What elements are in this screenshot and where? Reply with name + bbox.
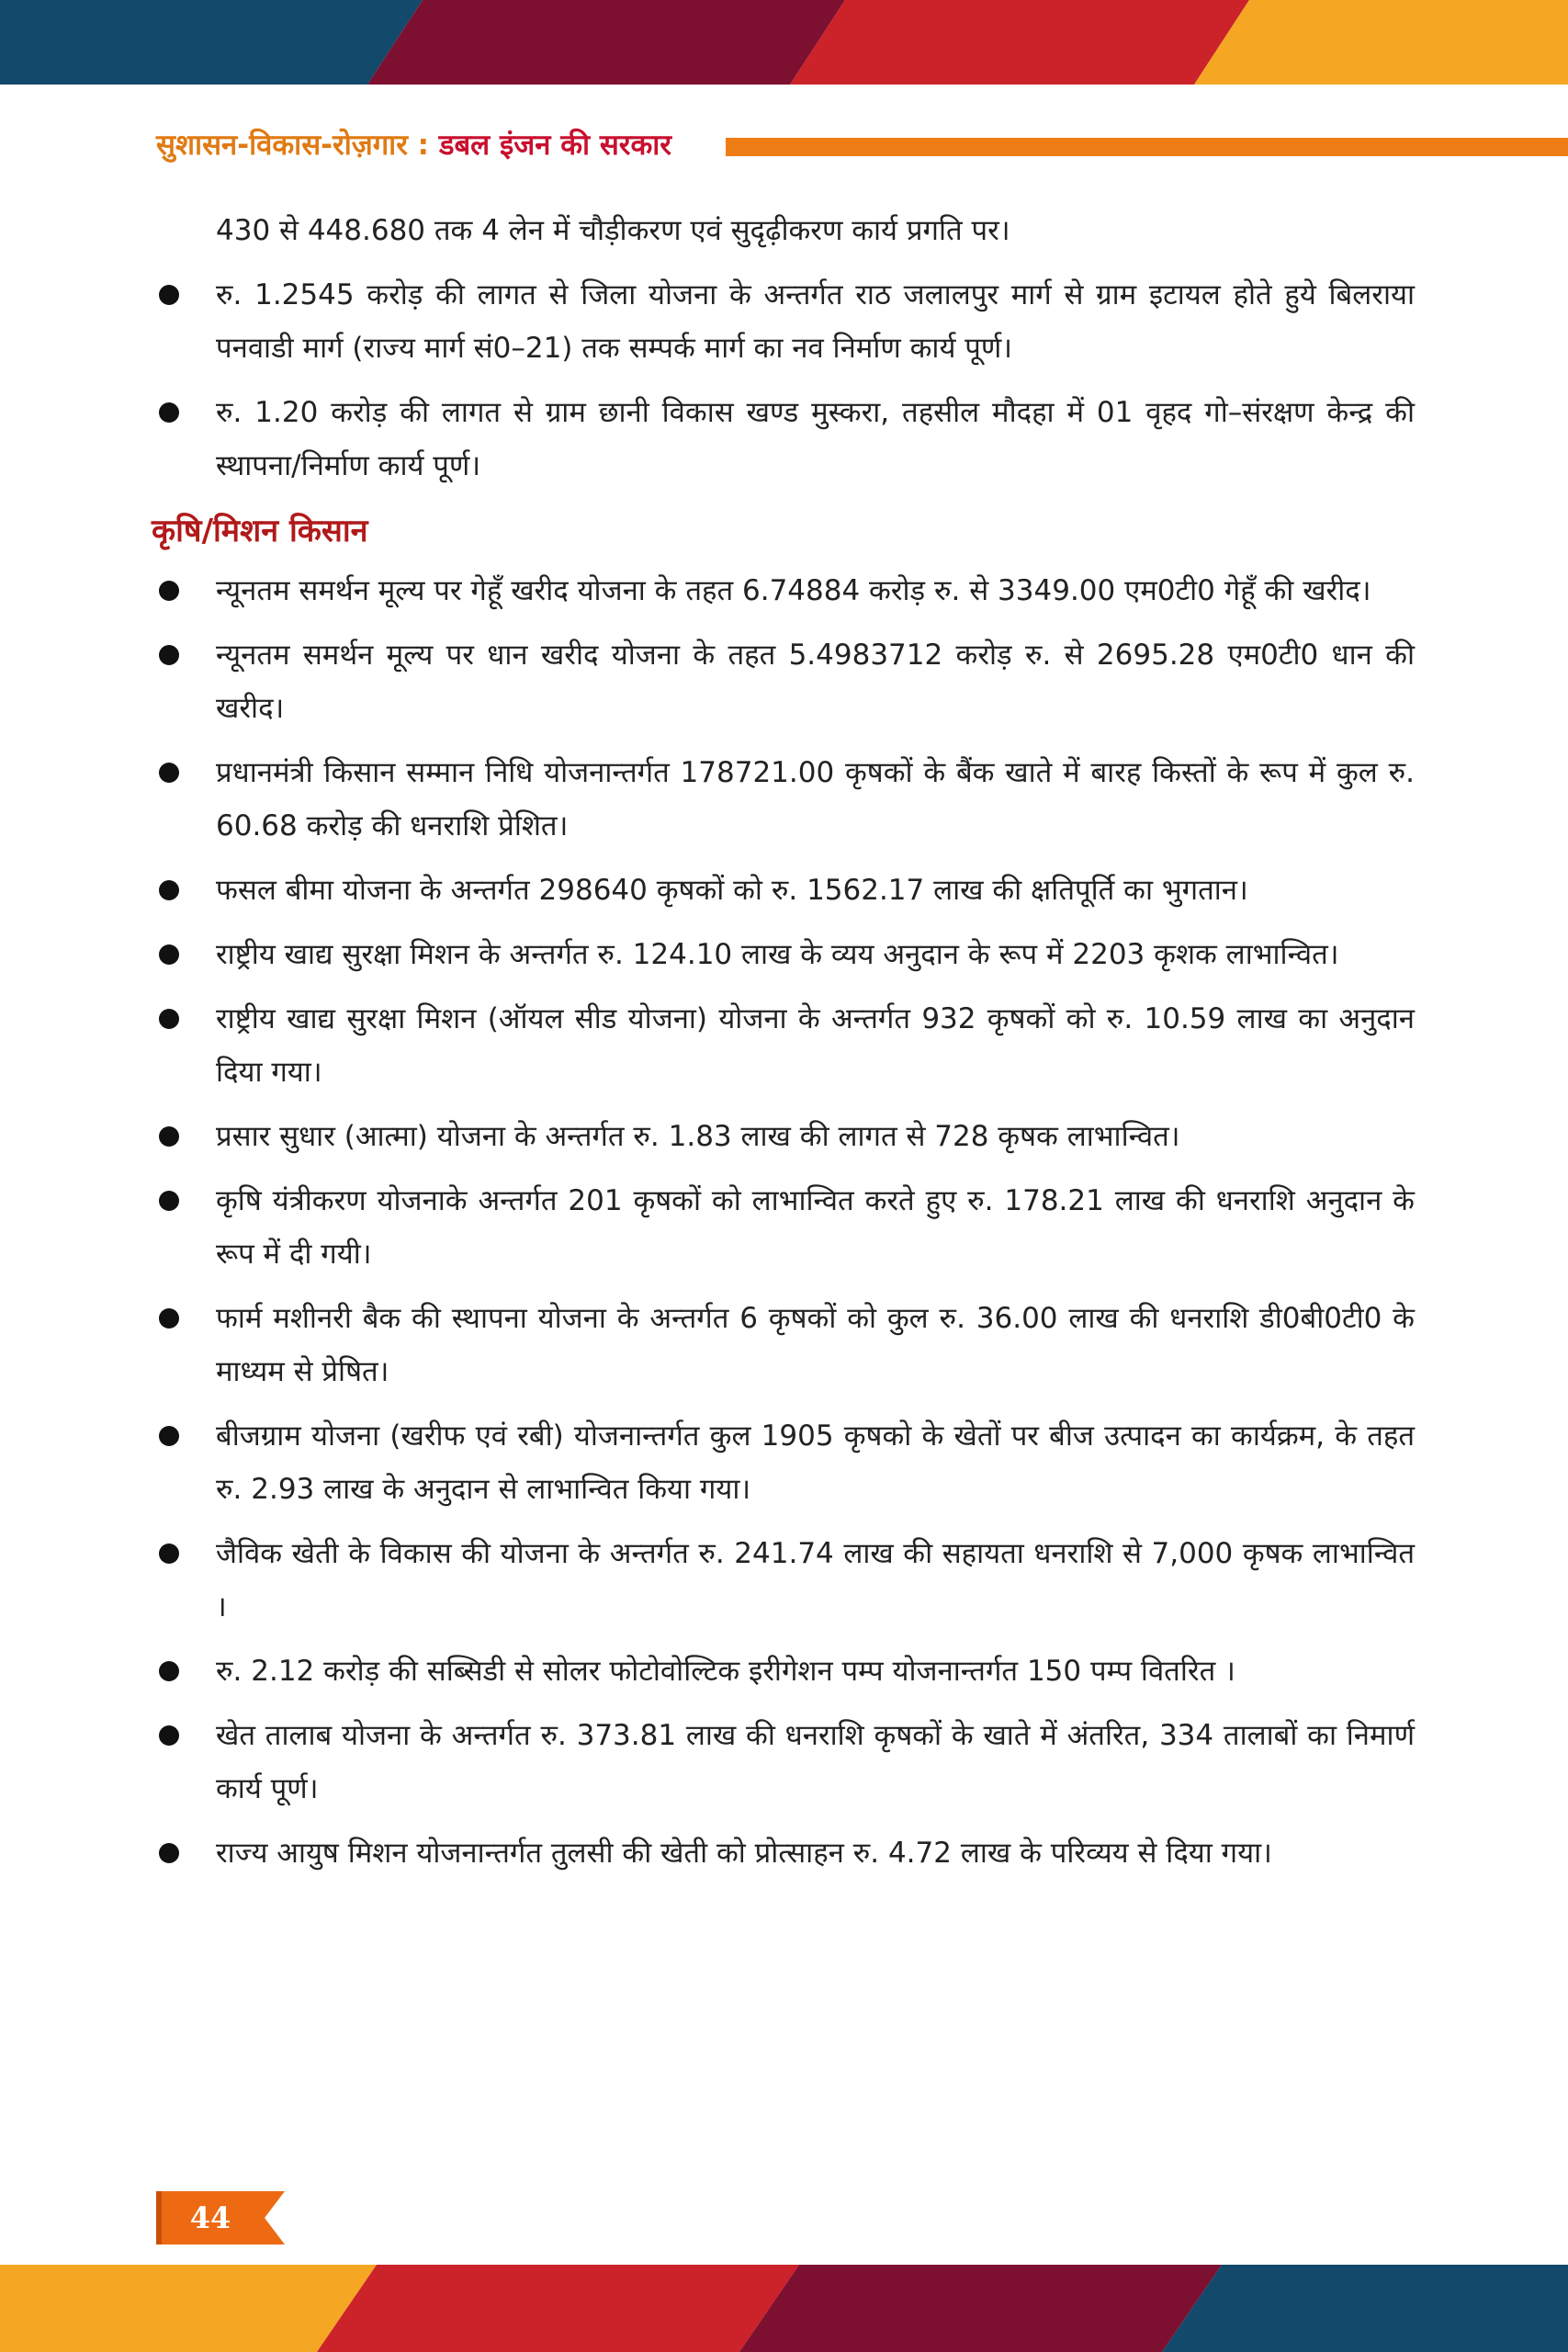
bullet-icon	[159, 402, 179, 423]
list-item-text: न्यूनतम समर्थन मूल्य पर गेहूँ खरीद योजना के तहत 6.74884 करोड़ रु. से 3349.00 एम0टी0 गेहूँ की खरीद।	[216, 574, 1371, 607]
list-item	[152, 1409, 1415, 1516]
list-item	[152, 386, 1415, 492]
list-item	[152, 1110, 1415, 1163]
bullet-list-top	[152, 268, 1419, 492]
header-title-part1: सुशासन-विकास-रोज़गार :	[156, 129, 439, 162]
bullet-icon	[159, 645, 179, 665]
list-item	[152, 1709, 1415, 1815]
section-heading: कृषि/मिशन किसान	[152, 513, 368, 549]
bullet-icon	[159, 1191, 179, 1211]
bullet-icon	[159, 1126, 179, 1147]
list-item	[152, 992, 1415, 1099]
page-content	[152, 204, 1419, 1880]
list-item-text: प्रधानमंत्री किसान सम्मान निधि योजनान्तर्गत 178721.00 कृषकों के बैंक खाते में बारह किस्तों के रूप में कुल रु. 60.68 करोड़ की धनराशि प्रेशित।	[216, 756, 1415, 842]
header-title	[156, 127, 671, 164]
bullet-icon	[159, 944, 179, 965]
top-color-band	[0, 0, 1568, 85]
list-item	[152, 746, 1415, 853]
list-item-text: न्यूनतम समर्थन मूल्य पर धान खरीद योजना के तहत 5.4983712 करोड़ रु. से 2695.28 एम0टी0 धान की खरीद।	[216, 639, 1415, 725]
list-item	[152, 1174, 1415, 1281]
list-item	[152, 268, 1415, 375]
list-item-text: फार्म मशीनरी बैक की स्थापना योजना के अन्तर्गत 6 कृषकों को कुल रु. 36.00 लाख की धनराशि डी0बी0टी0 के माध्यम से प्रेषित।	[216, 1302, 1415, 1388]
bullet-icon	[159, 1308, 179, 1329]
bullet-icon	[159, 1009, 179, 1029]
bullet-icon	[159, 581, 179, 601]
list-item	[152, 564, 1415, 617]
list-item	[152, 1645, 1415, 1698]
header-title-part2: डबल इंजन की सरकार	[438, 129, 671, 162]
bullet-icon	[159, 763, 179, 783]
list-item-text: राष्ट्रीय खाद्य सुरक्षा मिशन के अन्तर्गत रु. 124.10 लाख के व्यय अनुदान के रूप में 2203 कृशक लाभान्वित।	[216, 938, 1339, 971]
header-rule	[726, 138, 1568, 156]
list-item-text: रु. 2.12 करोड़ की सब्सिडी से सोलर फोटोवोल्टिक इरीगेशन पम्प योजनान्तर्गत 150 पम्प वितरित ।	[216, 1655, 1235, 1688]
list-item-text: रु. 1.20 करोड़ की लागत से ग्राम छानी विकास खण्ड मुस्करा, तहसील मौदहा में 01 वृहद गो–संरक्षण केन्द्र की स्थापना/निर्माण कार्य पूर्ण।	[216, 396, 1415, 482]
list-item	[152, 1292, 1415, 1398]
bullet-list-agriculture	[152, 564, 1419, 1880]
list-item-text: बीजग्राम योजना (खरीफ एवं रबी) योजनान्तर्गत कुल 1905 कृषको के खेतों पर बीज उत्पादन का कार्यक्रम, के तहत रु. 2.93 लाख के अनुदान से लाभान्वित किया गया।	[216, 1419, 1415, 1506]
page-number-tag	[156, 2191, 285, 2245]
bullet-icon	[159, 1544, 179, 1564]
list-item-text: जैविक खेती के विकास की योजना के अन्तर्गत रु. 241.74 लाख की सहायता धनराशि से 7,000 कृषक लाभान्वित ।	[216, 1537, 1415, 1623]
list-item	[152, 628, 1415, 735]
bullet-icon	[159, 880, 179, 900]
bullet-icon	[159, 1725, 179, 1746]
bottom-color-band	[0, 2265, 1568, 2352]
list-item-text: राज्य आयुष मिशन योजनान्तर्गत तुलसी की खेती को प्रोत्साहन रु. 4.72 लाख के परिव्यय से दिया गया।	[216, 1837, 1272, 1870]
bullet-icon	[159, 1843, 179, 1863]
list-item-text: रु. 1.2545 करोड़ की लागत से जिला योजना के अन्तर्गत राठ जलालपुर मार्ग से ग्राम इटायल होते हुये बिलराया पनवाडी मार्ग (राज्य मार्ग सं0–21) तक सम्पर्क मार्ग का नव निर्माण कार्य पूर्ण।	[216, 278, 1415, 365]
bullet-icon	[159, 285, 179, 305]
page-header	[156, 125, 1415, 169]
list-item-text: खेत तालाब योजना के अन्तर्गत रु. 373.81 लाख की धनराशि कृषकों के खाते में अंतरित, 334 तालाबों का निमार्ण कार्य पूर्ण।	[216, 1719, 1415, 1805]
list-item-text: कृषि यंत्रीकरण योजनाके अन्तर्गत 201 कृषकों को लाभान्वित करते हुए रु. 178.21 लाख की धनराशि अनुदान के रूप में दी गयी।	[216, 1184, 1415, 1271]
list-item	[152, 1826, 1415, 1880]
list-item	[152, 864, 1415, 917]
bullet-icon	[159, 1661, 179, 1681]
list-item-text: फसल बीमा योजना के अन्तर्गत 298640 कृषकों को रु. 1562.17 लाख की क्षतिपूर्ति का भुगतान।	[216, 874, 1248, 907]
list-item-text: प्रसार सुधार (आत्मा) योजना के अन्तर्गत रु. 1.83 लाख की लागत से 728 कृषक लाभान्वित।	[216, 1120, 1180, 1153]
bullet-icon	[159, 1426, 179, 1446]
list-item-text: राष्ट्रीय खाद्य सुरक्षा मिशन (ऑयल सीड योजना) योजना के अन्तर्गत 932 कृषकों को रु. 10.59 लाख का अनुदान दिया गया।	[216, 1002, 1415, 1089]
list-item	[152, 1527, 1415, 1634]
continued-paragraph: 430 से 448.680 तक 4 लेन में चौड़ीकरण एवं सुदृढ़ीकरण कार्य प्रगति पर।	[216, 214, 1010, 247]
list-item	[152, 928, 1415, 981]
page-number: 44	[189, 2200, 231, 2235]
